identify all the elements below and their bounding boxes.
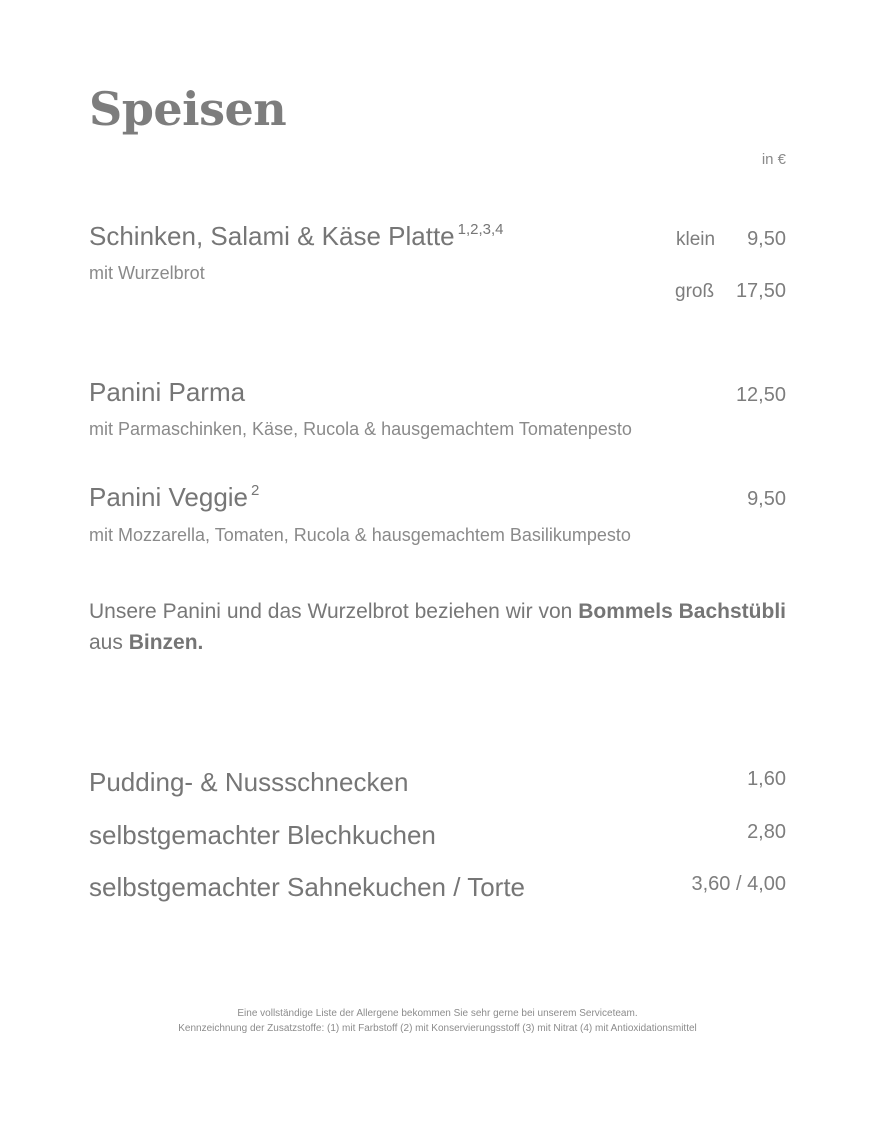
- item-name-text: Panini Veggie: [89, 482, 249, 512]
- allergen-superscript: 1,2,3,4: [457, 221, 504, 238]
- allergen-superscript: 2: [251, 482, 260, 499]
- menu-item-cake-name: Pudding- & Nussschnecken: [89, 767, 409, 797]
- menu-item-cake-price: 2,80: [747, 821, 786, 843]
- price-panini-veggie: 9,50: [747, 488, 786, 510]
- menu-item-panini-parma-description: mit Parmaschinken, Käse, Rucola & hausgemachtem Tomatenpesto: [89, 419, 632, 439]
- footer-allergen-note: Eine vollständige Liste der Allergene bekommen Sie sehr gerne bei unserem Serviceteam.: [237, 1008, 638, 1019]
- page-title: Speisen: [89, 82, 287, 136]
- note-town-name: Binzen.: [128, 631, 204, 654]
- menu-item-cake-price: 3,60 / 4,00: [691, 873, 786, 895]
- price-panini-parma: 12,50: [735, 384, 786, 406]
- supplier-note: [89, 596, 786, 658]
- price-klein: 9,50: [747, 228, 786, 250]
- size-label-gross: groß: [675, 281, 715, 302]
- note-text: Unsere Panini und das Wurzelbrot beziehen wir von: [89, 600, 579, 623]
- size-label-klein: klein: [676, 229, 716, 250]
- menu-item-platte-name: [89, 221, 504, 252]
- note-supplier-name: Bommels Bachstübli: [578, 600, 786, 623]
- menu-item-panini-veggie-description: mit Mozzarella, Tomaten, Rucola & hausgemachtem Basilikumpesto: [89, 525, 631, 545]
- menu-item-cake-price: 1,60: [747, 768, 786, 790]
- menu-item-panini-parma-name: Panini Parma: [89, 377, 246, 407]
- menu-item-cake-name: selbstgemachter Sahnekuchen / Torte: [89, 872, 526, 902]
- menu-item-cake-name: selbstgemachter Blechkuchen: [89, 820, 436, 850]
- currency-note: in €: [761, 151, 786, 168]
- price-gross: 17,50: [735, 280, 786, 302]
- note-text: aus: [89, 631, 129, 654]
- footer-additives-note: Kennzeichnung der Zusatzstoffe: (1) mit Farbstoff (2) mit Konservierungsstoff (3) mit Nitrat (4) mit Antioxidationsmittel: [178, 1023, 697, 1034]
- item-name-text: Schinken, Salami & Käse Platte: [89, 221, 455, 251]
- menu-item-platte-description: mit Wurzelbrot: [89, 263, 205, 283]
- menu-item-panini-veggie-name: [89, 482, 259, 513]
